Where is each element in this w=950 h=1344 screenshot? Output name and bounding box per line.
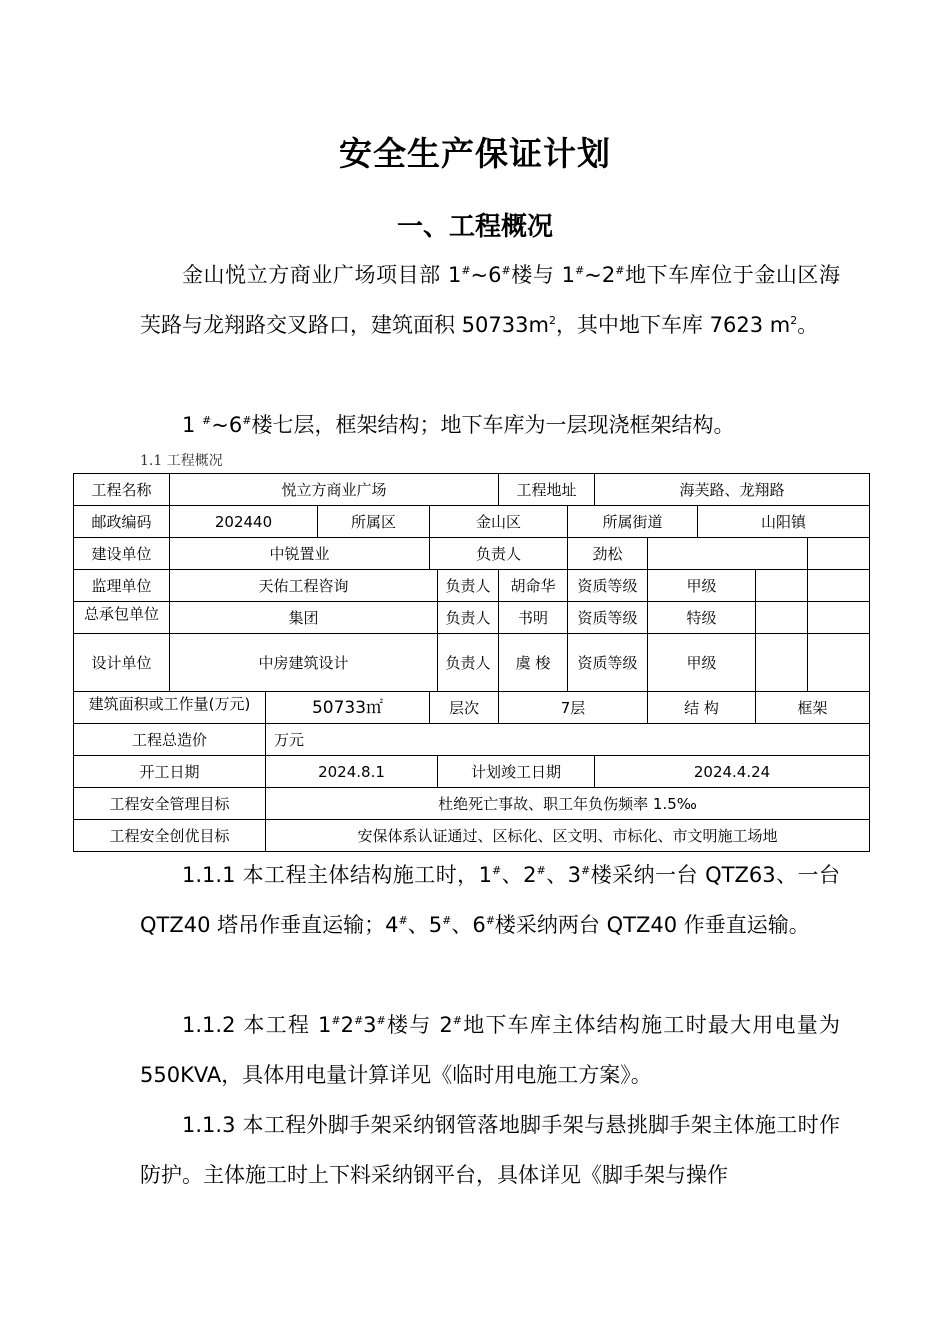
table-row: 建筑面积或工作量(万元) 50733㎡ 层次 7层 结 构 框架 bbox=[74, 692, 870, 724]
table-row: 总承包单位 集团 负责人 书明 资质等级 特级 bbox=[74, 602, 870, 634]
table-row: 工程安全创优目标 安保体系认证通过、区标化、区文明、市标化、市文明施工场地 bbox=[74, 820, 870, 852]
document-title: 安全生产保证计划 bbox=[339, 134, 611, 173]
table-row: 设计单位 中房建筑设计 负责人 虞 梭 资质等级 甲级 bbox=[74, 634, 870, 692]
paragraph-1-1-3: 1.1.3 本工程外脚手架采纳钢管落地脚手架与悬挑脚手架主体施工时作防护。主体施工时上下料采纳钢平台，具体详见《脚手架与操作 bbox=[140, 1113, 840, 1187]
paragraph-1-1-1: 1.1.1 本工程主体结构施工时，1#、2#、3#楼采纳一台 QTZ63、一台 QTZ40 塔吊作垂直运输；4#、5#、6#楼采纳两台 QTZ40 作垂直运输。 bbox=[140, 863, 840, 937]
section-heading: 一、工程概况 bbox=[396, 212, 553, 242]
intro-paragraph-1: 金山悦立方商业广场项目部 1#~6#楼与 1#~2#地下车库位于金山区海芙路与龙翔路交叉路口，建筑面积 $50733m^2$，其中地下车库 7623 $m^2$。 bbox=[140, 263, 840, 337]
table-row: 监理单位 天佑工程咨询 负责人 胡命华 资质等级 甲级 bbox=[74, 570, 870, 602]
paragraph-1-1-2: 1.1.2 本工程 1#2#3#楼与 2#地下车库主体结构施工时最大用电量为 550KVA，具体用电量计算详见《临时用电施工方案》。 bbox=[140, 1013, 841, 1087]
intro-paragraph-2: 1 #~6#楼七层，框架结构；地下车库为一层现浇框架结构。 bbox=[182, 413, 735, 437]
table-row: 建设单位 中锐置业 负责人 劲松 bbox=[74, 538, 870, 570]
table-row: 邮政编码 202440 所属区 金山区 所属街道 山阳镇 bbox=[74, 506, 870, 538]
table-row: 开工日期 2024.8.1 计划竣工日期 2024.4.24 bbox=[74, 756, 870, 788]
project-overview-table bbox=[73, 473, 870, 852]
table-caption: 1.1 工程概况 bbox=[140, 453, 223, 469]
table-row: 工程安全管理目标 杜绝死亡事故、职工年负伤频率 1.5‰ bbox=[74, 788, 870, 820]
table-row: 工程总造价 万元 bbox=[74, 724, 870, 756]
table-row: 工程名称 悦立方商业广场 工程地址 海芙路、龙翔路 bbox=[74, 474, 870, 506]
